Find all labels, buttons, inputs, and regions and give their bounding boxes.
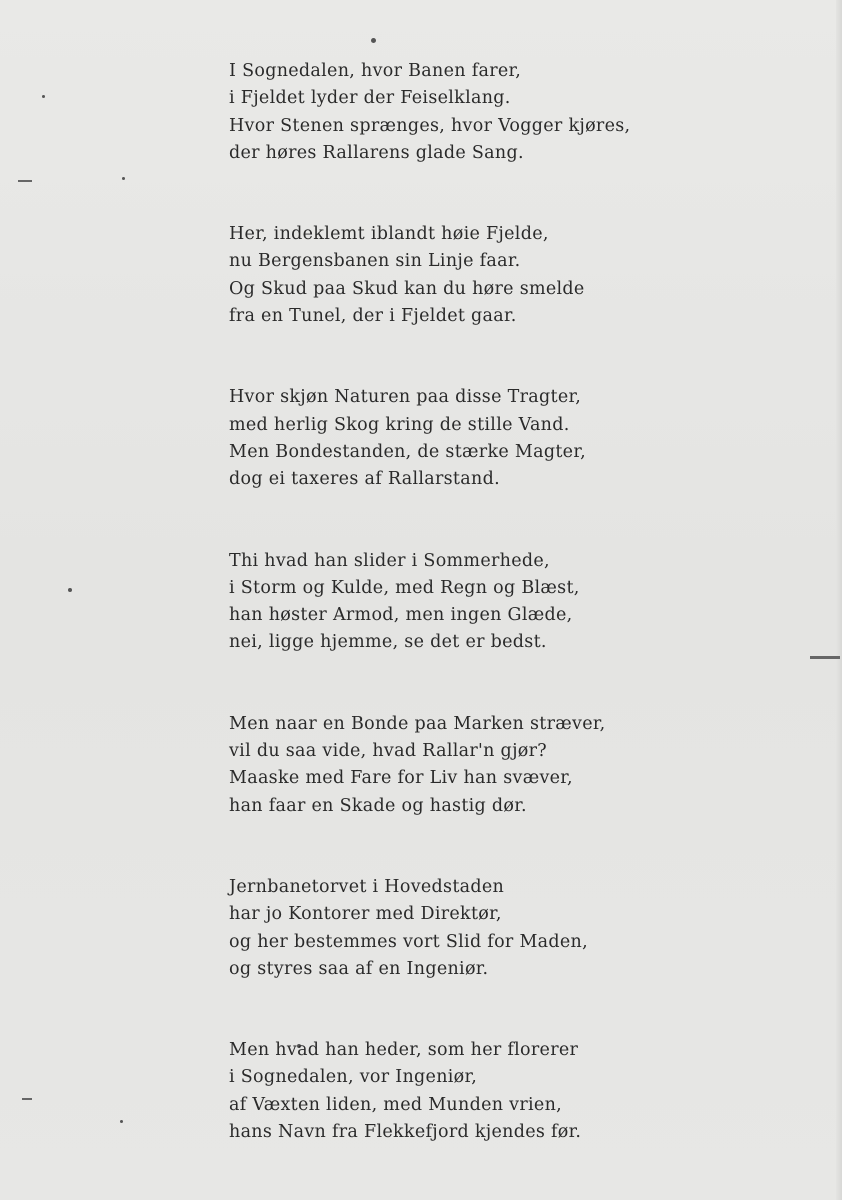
poem-line: han faar en Skade og hastig dør. bbox=[229, 795, 527, 816]
poem-line: i Fjeldet lyder der Feiselklang. bbox=[229, 88, 511, 109]
poem-line: Hvor skjøn Naturen paa disse Tragter, bbox=[229, 387, 582, 408]
poem-line: Og Skud paa Skud kan du høre smelde bbox=[229, 278, 585, 299]
poem-line: i Sognedalen, vor Ingeniør, bbox=[229, 1067, 478, 1088]
scan-mark bbox=[22, 1098, 32, 1100]
stanza-6 bbox=[229, 874, 829, 983]
stanza-4 bbox=[229, 548, 829, 657]
poem-line: Men hvad han heder, som her florerer bbox=[229, 1040, 579, 1061]
poem-line: i Storm og Kulde, med Regn og Blæst, bbox=[229, 577, 580, 598]
dust-speck bbox=[371, 38, 376, 43]
stanza-7 bbox=[229, 1037, 829, 1146]
poem-line: af Væxten liden, med Munden vrien, bbox=[229, 1094, 563, 1115]
scan-mark bbox=[18, 180, 32, 182]
poem-line: I Sognedalen, hvor Banen farer, bbox=[229, 61, 522, 81]
poem-line: han høster Armod, men ingen Glæde, bbox=[229, 605, 573, 626]
dust-speck bbox=[68, 588, 72, 592]
poem-line: hans Navn fra Flekkefjord kjendes før. bbox=[229, 1122, 582, 1143]
dust-speck bbox=[120, 1120, 123, 1123]
poem bbox=[229, 58, 829, 1146]
poem-line: nu Bergensbanen sin Linje faar. bbox=[229, 251, 521, 272]
poem-line: har jo Kontorer med Direktør, bbox=[229, 904, 502, 925]
dust-speck bbox=[42, 95, 45, 98]
dust-speck bbox=[122, 177, 125, 180]
stanza-3 bbox=[229, 384, 829, 493]
poem-line: Jernbanetorvet i Hovedstaden bbox=[229, 876, 505, 897]
poem-line: fra en Tunel, der i Fjeldet gaar. bbox=[229, 306, 517, 327]
poem-line: Thi hvad han slider i Sommerhede, bbox=[229, 550, 550, 571]
poem-line: og her bestemmes vort Slid for Maden, bbox=[229, 931, 588, 952]
poem-line: dog ei taxeres af Rallarstand. bbox=[229, 469, 500, 490]
poem-line: Men Bondestanden, de stærke Magter, bbox=[229, 441, 586, 462]
poem-line: Hvor Stenen sprænges, hvor Vogger kjøres, bbox=[229, 115, 631, 136]
poem-line: Her, indeklemt iblandt høie Fjelde, bbox=[229, 224, 549, 245]
stanza-2 bbox=[229, 221, 829, 330]
poem-line: Maaske med Fare for Liv han svæver, bbox=[229, 768, 573, 789]
stanza-5 bbox=[229, 711, 829, 820]
page-edge-shadow bbox=[836, 0, 842, 1200]
poem-line: der høres Rallarens glade Sang. bbox=[229, 142, 524, 163]
poem-line: nei, ligge hjemme, se det er bedst. bbox=[229, 632, 547, 653]
poem-line: vil du saa vide, hvad Rallar'n gjør? bbox=[229, 741, 547, 762]
poem-line: og styres saa af en Ingeniør. bbox=[229, 958, 489, 979]
poem-line: Men naar en Bonde paa Marken stræver, bbox=[229, 713, 606, 734]
poem-line: med herlig Skog kring de stille Vand. bbox=[229, 414, 570, 435]
stanza-1 bbox=[229, 58, 829, 167]
